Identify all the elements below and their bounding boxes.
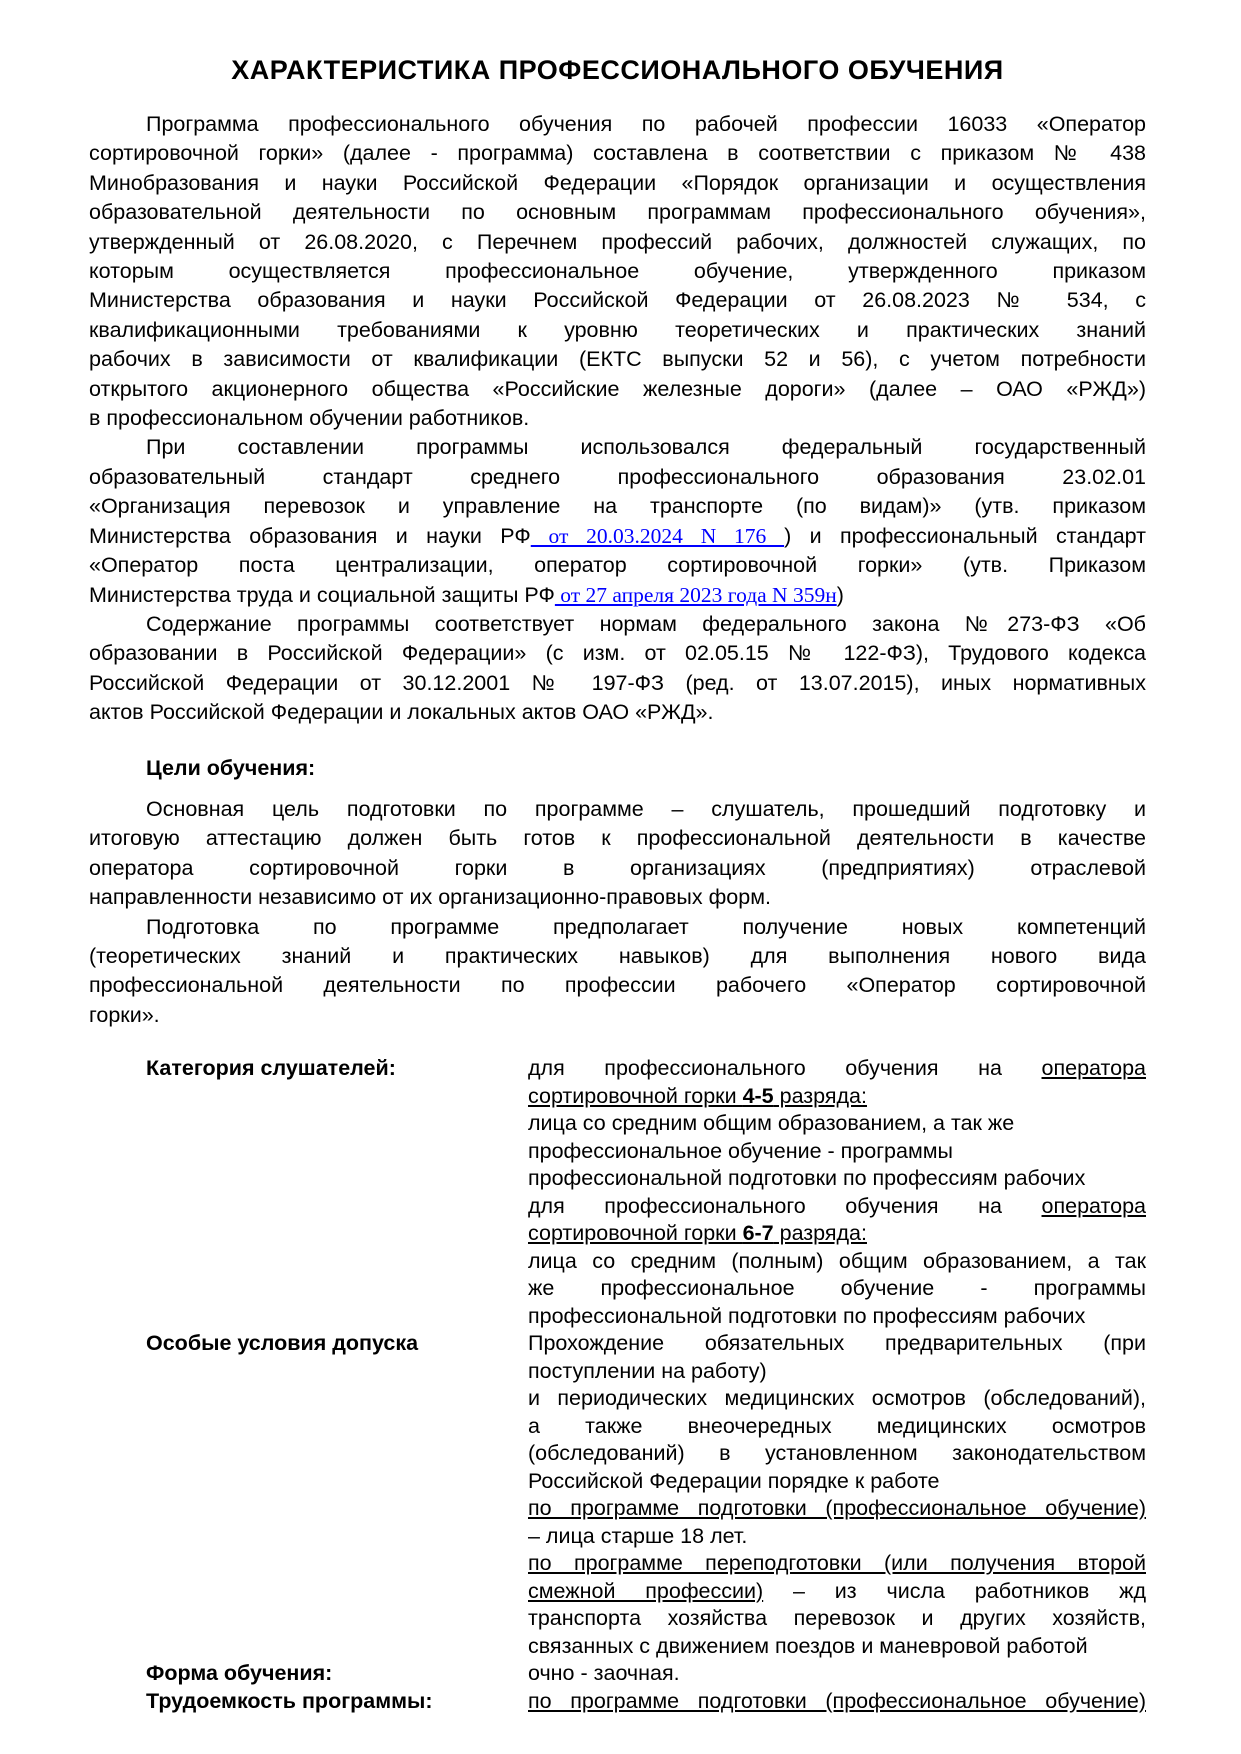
text-run: ) [836, 582, 844, 607]
text-run: для профессионального обучения на [528, 1193, 1042, 1218]
text-line: Подготовка по программе предполагает получение новых компетенций [146, 914, 1146, 939]
workload-value [528, 1688, 1146, 1716]
underlined-text-line: по программе подготовки (профессиональное обучение) [528, 1688, 1146, 1713]
intro-paragraph-3 [89, 610, 1146, 728]
text-line [528, 1055, 1146, 1083]
text-line: профессиональной подготовки по профессиям рабочих [528, 1303, 1086, 1328]
text-line: образовании в Российской Федерации» (с изм. от 02.05.15 № 122-ФЗ), Трудового кодекса [89, 641, 1146, 666]
text-line [89, 522, 1146, 551]
text-line: открытого акционерного общества «Российские железные дороги» (далее – ОАО «РЖД») [89, 376, 1146, 401]
detail-row-admission [89, 1330, 1146, 1660]
admission-value [528, 1330, 1146, 1660]
text-line: транспорта хозяйства перевозок и других хозяйств, [528, 1606, 1146, 1631]
link-fgos-order-176[interactable]: от 20.03.2024 N 176 [530, 523, 785, 548]
text-line: лица со средним (полным) общим образованием, а так [528, 1248, 1146, 1273]
form-value [528, 1660, 1146, 1688]
text-line: Прохождение обязательных предварительных (при [528, 1331, 1146, 1356]
text-line: Российской Федерации порядке к работе [528, 1468, 940, 1493]
text-line: «Оператор поста централизации, оператор сортировочной горки» (утв. Приказом [89, 553, 1146, 578]
goals-paragraph-2 [89, 913, 1146, 1031]
underlined-bold-run: 4-5 [742, 1083, 774, 1108]
form-label: Форма обучения: [146, 1661, 333, 1686]
document-title: ХАРАКТЕРИСТИКА ПРОФЕССИОНАЛЬНОГО ОБУЧЕНИЯ [231, 55, 1004, 85]
text-line: «Организация перевозок и управление на транспорте (по видам)» (утв. приказом [89, 494, 1146, 519]
text-line: профессиональное обучение - программы [528, 1138, 953, 1163]
text-line: направленности независимо от их организационно-правовых форм. [89, 885, 771, 910]
link-profstandard-order-359n[interactable]: от 27 апреля 2023 года N 359н [554, 582, 837, 607]
text-line [89, 581, 1146, 610]
text-line: Российской Федерации от 30.12.2001 № 197-ФЗ (ред. от 13.07.2015), иных нормативных [89, 670, 1146, 695]
text-line [528, 1193, 1146, 1221]
goals-paragraph-1 [89, 795, 1146, 913]
goals-heading: Цели обучения: [146, 755, 316, 780]
text-line: горки». [89, 1002, 160, 1027]
underlined-run: смежной профессии) [528, 1578, 764, 1603]
text-line: а также внеочередных медицинских осмотров [528, 1413, 1146, 1438]
text-line: Основная цель подготовки по программе – слушатель, прошедший подготовку и [146, 796, 1146, 821]
underlined-text-line: по программе переподготовки (или получения второй [528, 1551, 1146, 1576]
text-line: квалификационными требованиями к уровню теоретических и практических знаний [89, 317, 1146, 342]
text-line: Минобразования и науки Российской Федерации «Порядок организации и осуществления [89, 170, 1146, 195]
text-run: Министерства труда и социальной защиты РФ [89, 582, 555, 607]
text-line: в профессиональном обучении работников. [89, 406, 530, 431]
text-line: сортировочной горки» (далее - программа) составлена в соответствии с приказом № 438 [89, 141, 1146, 166]
text-run: Министерства образования и науки РФ [89, 523, 531, 548]
text-line [528, 1578, 1146, 1606]
text-line: – лица старше 18 лет. [528, 1523, 748, 1548]
text-line: которым осуществляется профессиональное обучение, утвержденного приказом [89, 259, 1146, 284]
text-line: и периодических медицинских осмотров (обследований), [528, 1386, 1146, 1411]
program-details [89, 1055, 1146, 1715]
underlined-run: разряда: [773, 1083, 867, 1108]
text-line: (обследований) в установленном законодательством [528, 1441, 1146, 1466]
text-run: ) и профессиональный стандарт [784, 523, 1147, 548]
category-label: Категория слушателей: [146, 1056, 396, 1081]
underlined-run: сортировочной горки [528, 1221, 743, 1246]
underlined-run: оператора [1041, 1056, 1146, 1081]
underlined-run: разряда: [773, 1221, 867, 1246]
underlined-text-line: по программе подготовки (профессиональное обучение) [528, 1496, 1146, 1521]
text-line: утвержденный от 26.08.2020, с Перечнем профессий рабочих, должностей служащих, по [89, 229, 1146, 254]
text-line: оператора сортировочной горки в организациях (предприятиях) отраслевой [89, 855, 1146, 880]
text-line [528, 1220, 1146, 1248]
text-line: Министерства образования и науки Российской Федерации от 26.08.2023 № 534, с [89, 288, 1146, 313]
text-line: профессиональной подготовки по профессиям рабочих [528, 1166, 1086, 1191]
text-line: При составлении программы использовался федеральный государственный [146, 435, 1146, 460]
text-line: профессиональной деятельности по профессии рабочего «Оператор сортировочной [89, 973, 1146, 998]
underlined-run: сортировочной горки [528, 1083, 743, 1108]
intro-paragraph-1 [89, 110, 1146, 433]
text-line: итоговую аттестацию должен быть готов к профессиональной деятельности в качестве [89, 826, 1146, 851]
workload-label: Трудоемкость программы: [146, 1688, 433, 1713]
text-run: – из числа работников жд [763, 1578, 1146, 1603]
text-line: образовательной деятельности по основным программам профессионального обучения», [89, 200, 1146, 225]
underlined-bold-run: 6-7 [742, 1221, 774, 1246]
underlined-run: оператора [1041, 1193, 1146, 1218]
text-line [528, 1083, 1146, 1111]
text-line: поступлении на работу) [528, 1358, 767, 1383]
text-run: для профессионального обучения на [528, 1056, 1042, 1081]
text-line: (теоретических знаний и практических навыков) для выполнения нового вида [89, 943, 1146, 968]
detail-row-form [89, 1660, 1146, 1688]
text-line: Программа профессионального обучения по рабочей профессии 16033 «Оператор [146, 112, 1146, 136]
category-value [528, 1055, 1146, 1330]
text-line: актов Российской Федерации и локальных актов ОАО «РЖД». [89, 700, 714, 725]
text-line: лица со средним общим образованием, а так же [528, 1111, 1015, 1136]
text-line: образовательный стандарт среднего профессионального образования 23.02.01 [89, 464, 1146, 489]
intro-paragraph-2 [89, 433, 1146, 609]
detail-row-workload [89, 1688, 1146, 1716]
text-line: очно - заочная. [528, 1661, 680, 1686]
text-line: рабочих в зависимости от квалификации (ЕКТС выпуски 52 и 56), с учетом потребности [89, 347, 1146, 372]
text-line: связанных с движением поездов и маневровой работой [528, 1633, 1088, 1658]
admission-label: Особые условия допуска [146, 1331, 419, 1356]
detail-row-category [89, 1055, 1146, 1330]
text-line: же профессиональное обучение - программы [528, 1276, 1146, 1301]
text-line: Содержание программы соответствует нормам федерального закона №273-ФЗ «Об [146, 611, 1146, 636]
